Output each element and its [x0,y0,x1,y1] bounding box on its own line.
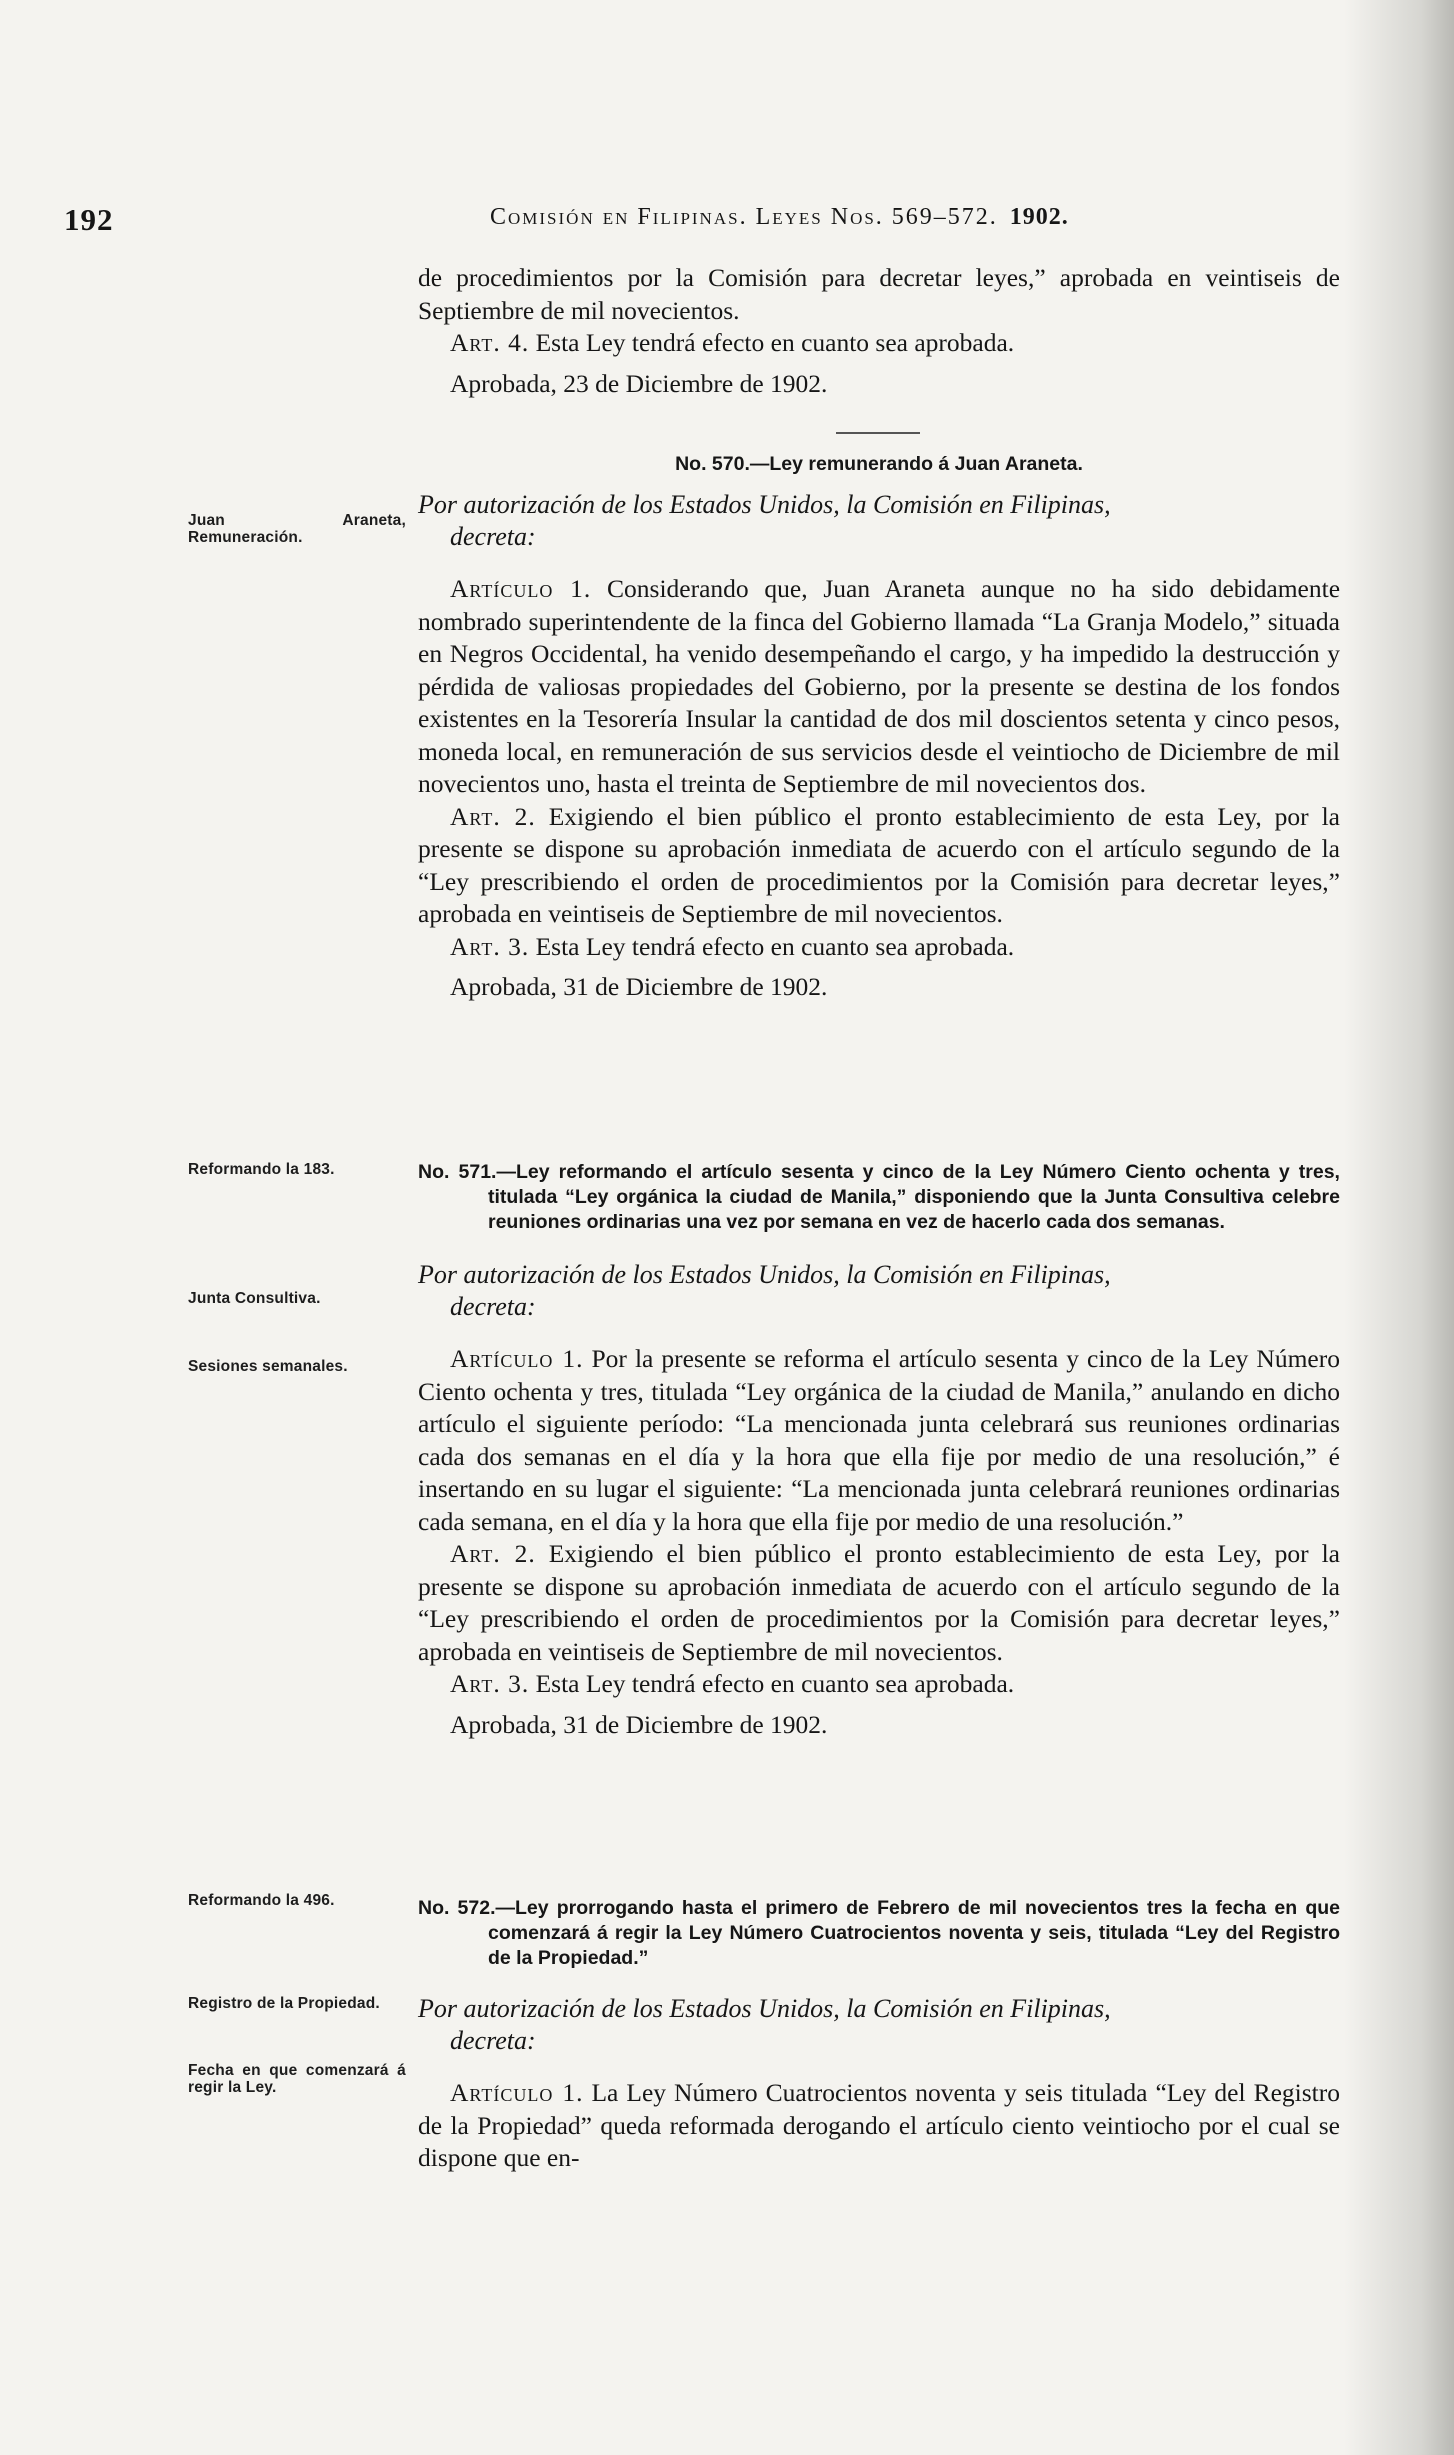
article-heading: Artículo 1. [450,1344,584,1373]
decree-line: Por autorización de los Estados Unidos, la Comisión en Filipinas, [418,1994,1111,2023]
decree-line: Por autorización de los Estados Unidos, la Comisión en Filipinas, [418,490,1111,519]
law-570-decree [418,489,1340,553]
margin-note-registro: Registro de la Propiedad. [188,1995,380,2012]
margin-note-araneta: Juan Araneta, Remuneración. [188,512,406,546]
running-head [490,204,1370,231]
margin-note-junta: Junta Consultiva. [188,1290,321,1307]
approval-date: Aprobada, 31 de Diciembre de 1902. [450,1709,828,1739]
approval-date: Aprobada, 31 de Diciembre de 1902. [450,972,828,1001]
law-571-article-3 [418,1668,1340,1701]
law-571-title [418,1160,1340,1235]
law-572 [418,1896,1340,2175]
section-divider [836,432,920,434]
law-571-decree [418,1259,1340,1323]
law-number: No. 571. [418,1161,497,1183]
law-572-decree [418,1993,1340,2057]
article-heading: Art. 2. [450,1539,536,1568]
continuation-paragraph: de procedimientos por la Comisión para decretar leyes,” aprobada en veintiseis de Septiembre de mil novecientos. [418,263,1340,325]
running-head-year: 1902. [1009,204,1069,230]
article-heading: Art. 3. [450,1669,530,1698]
law-570-title: No. 570.—Ley remunerando á Juan Araneta. [675,453,1083,475]
law-number: No. 572. [418,1897,496,1919]
margin-note-reform-183: Reformando la 183. [188,1161,335,1178]
margin-note-fecha: Fecha en que comenzará á regir la Ley. [188,2062,406,2096]
law-570-article-1 [418,573,1340,801]
article-text: Considerando que, Juan Araneta aunque no ha sido debidamente nombrado superintendente de la finca del Gobierno llamada “La Granja Modelo,” situada en Negros Occidental, ha venido desempeñando el cargo, y ha impedido la destrucción y pérdida de valiosas propiedades del Gobierno, por la presente se destina de los fondos existentes en la Tesorería Insular la cantidad de dos mil doscientos setenta y cinco pesos, moneda local, en remuneración de sus servicios desde el veintiocho de Diciembre de mil novecientos uno, hasta el treinta de Septiembre de mil novecientos dos. [418,574,1341,798]
approval-date: Aprobada, 23 de Diciembre de 1902. [450,368,828,398]
article-text: Exigiendo el bien público el pronto establecimiento de esta Ley, por la presente se dispone su aprobación inmediata de acuerdo con el artículo segundo de la “Ley prescribiendo el orden de procedimientos por la Comisión para decretar leyes,” aprobada en veintiseis de Septiembre de mil novecientos. [418,801,1340,928]
decree-line: decreta: [450,2026,536,2055]
margin-note-sesiones: Sesiones semanales. [188,1358,348,1375]
law-571-article-1 [418,1343,1340,1538]
article-heading: Artículo 1. [450,574,592,603]
article-text: Esta Ley tendrá efecto en cuanto sea aprobada. [535,1669,1015,1698]
article-text: La Ley Número Cuatrocientos noventa y seis titulada “Ley del Registro de la Propiedad” queda reformada derogando el artículo ciento veintiocho por el cual se dispone que en- [418,2078,1340,2172]
article-4-heading: Art. 4. [450,328,530,357]
law-571-article-2 [418,1538,1340,1668]
article-heading: Art. 3. [450,931,530,961]
margin-note-reform-496: Reformando la 496. [188,1892,335,1909]
article-text: Por la presente se reforma el artículo sesenta y cinco de la Ley Número Ciento ochenta y tres, titulada “Ley orgánica de la ciudad de Manila,” anulando en dicho artículo el siguiente período: “La mencionada junta celebrará sus reuniones ordinarias cada dos semanas en el día y la hora que ella fije por medio de una resolución,” é insertando en su lugar el siguiente: “La mencionada junta celebrará reuniones ordinarias cada semana, en el día y la hora que ella fije por medio de una resolución.” [418,1344,1340,1536]
page-number: 192 [64,202,114,237]
page-edge-shadow [1344,0,1454,2455]
article-heading: Artículo 1. [450,2078,584,2107]
law-570-article-2 [418,801,1340,931]
article-text: Esta Ley tendrá efecto en cuanto sea aprobada. [535,931,1015,961]
article-4-text: Esta Ley tendrá efecto en cuanto sea aprobada. [535,328,1015,357]
running-head-title: Comisión en Filipinas. Leyes Nos. 569–572. [490,204,998,230]
article-4 [418,327,1340,360]
decree-line: Por autorización de los Estados Unidos, la Comisión en Filipinas, [418,1260,1111,1289]
law-572-title [418,1896,1340,1971]
decree-line: decreta: [450,1292,536,1321]
article-text: Exigiendo el bien público el pronto establecimiento de esta Ley, por la presente se dispone su aprobación inmediata de acuerdo con el artículo segundo de la “Ley prescribiendo el orden de procedimientos por la Comisión para decretar leyes,” aprobada en veintiseis de Septiembre de mil novecientos. [418,1539,1340,1666]
law-title-text: —Ley reformando el artículo sesenta y cinco de la Ley Número Ciento ochenta y tres, titulada “Ley orgánica la ciudad de Manila,” disponiendo que la Junta Consultiva celebre reuniones ordinarias una vez por semana en vez de hacerlo cada dos semanas. [488,1161,1340,1233]
law-572-article-1 [418,2077,1340,2175]
law-570-article-3 [418,931,1340,964]
law-571 [418,1160,1340,1741]
article-heading: Art. 2. [450,801,536,831]
law-570 [418,452,1340,1004]
decree-line: decreta: [450,522,536,551]
law-title-text: —Ley prorrogando hasta el primero de Febrero de mil novecientos tres la fecha en que comenzará á regir la Ley Número Cuatrocientos noventa y seis, titulada “Ley del Registro de la Propiedad.” [488,1897,1340,1969]
continuation-block [418,262,1340,400]
